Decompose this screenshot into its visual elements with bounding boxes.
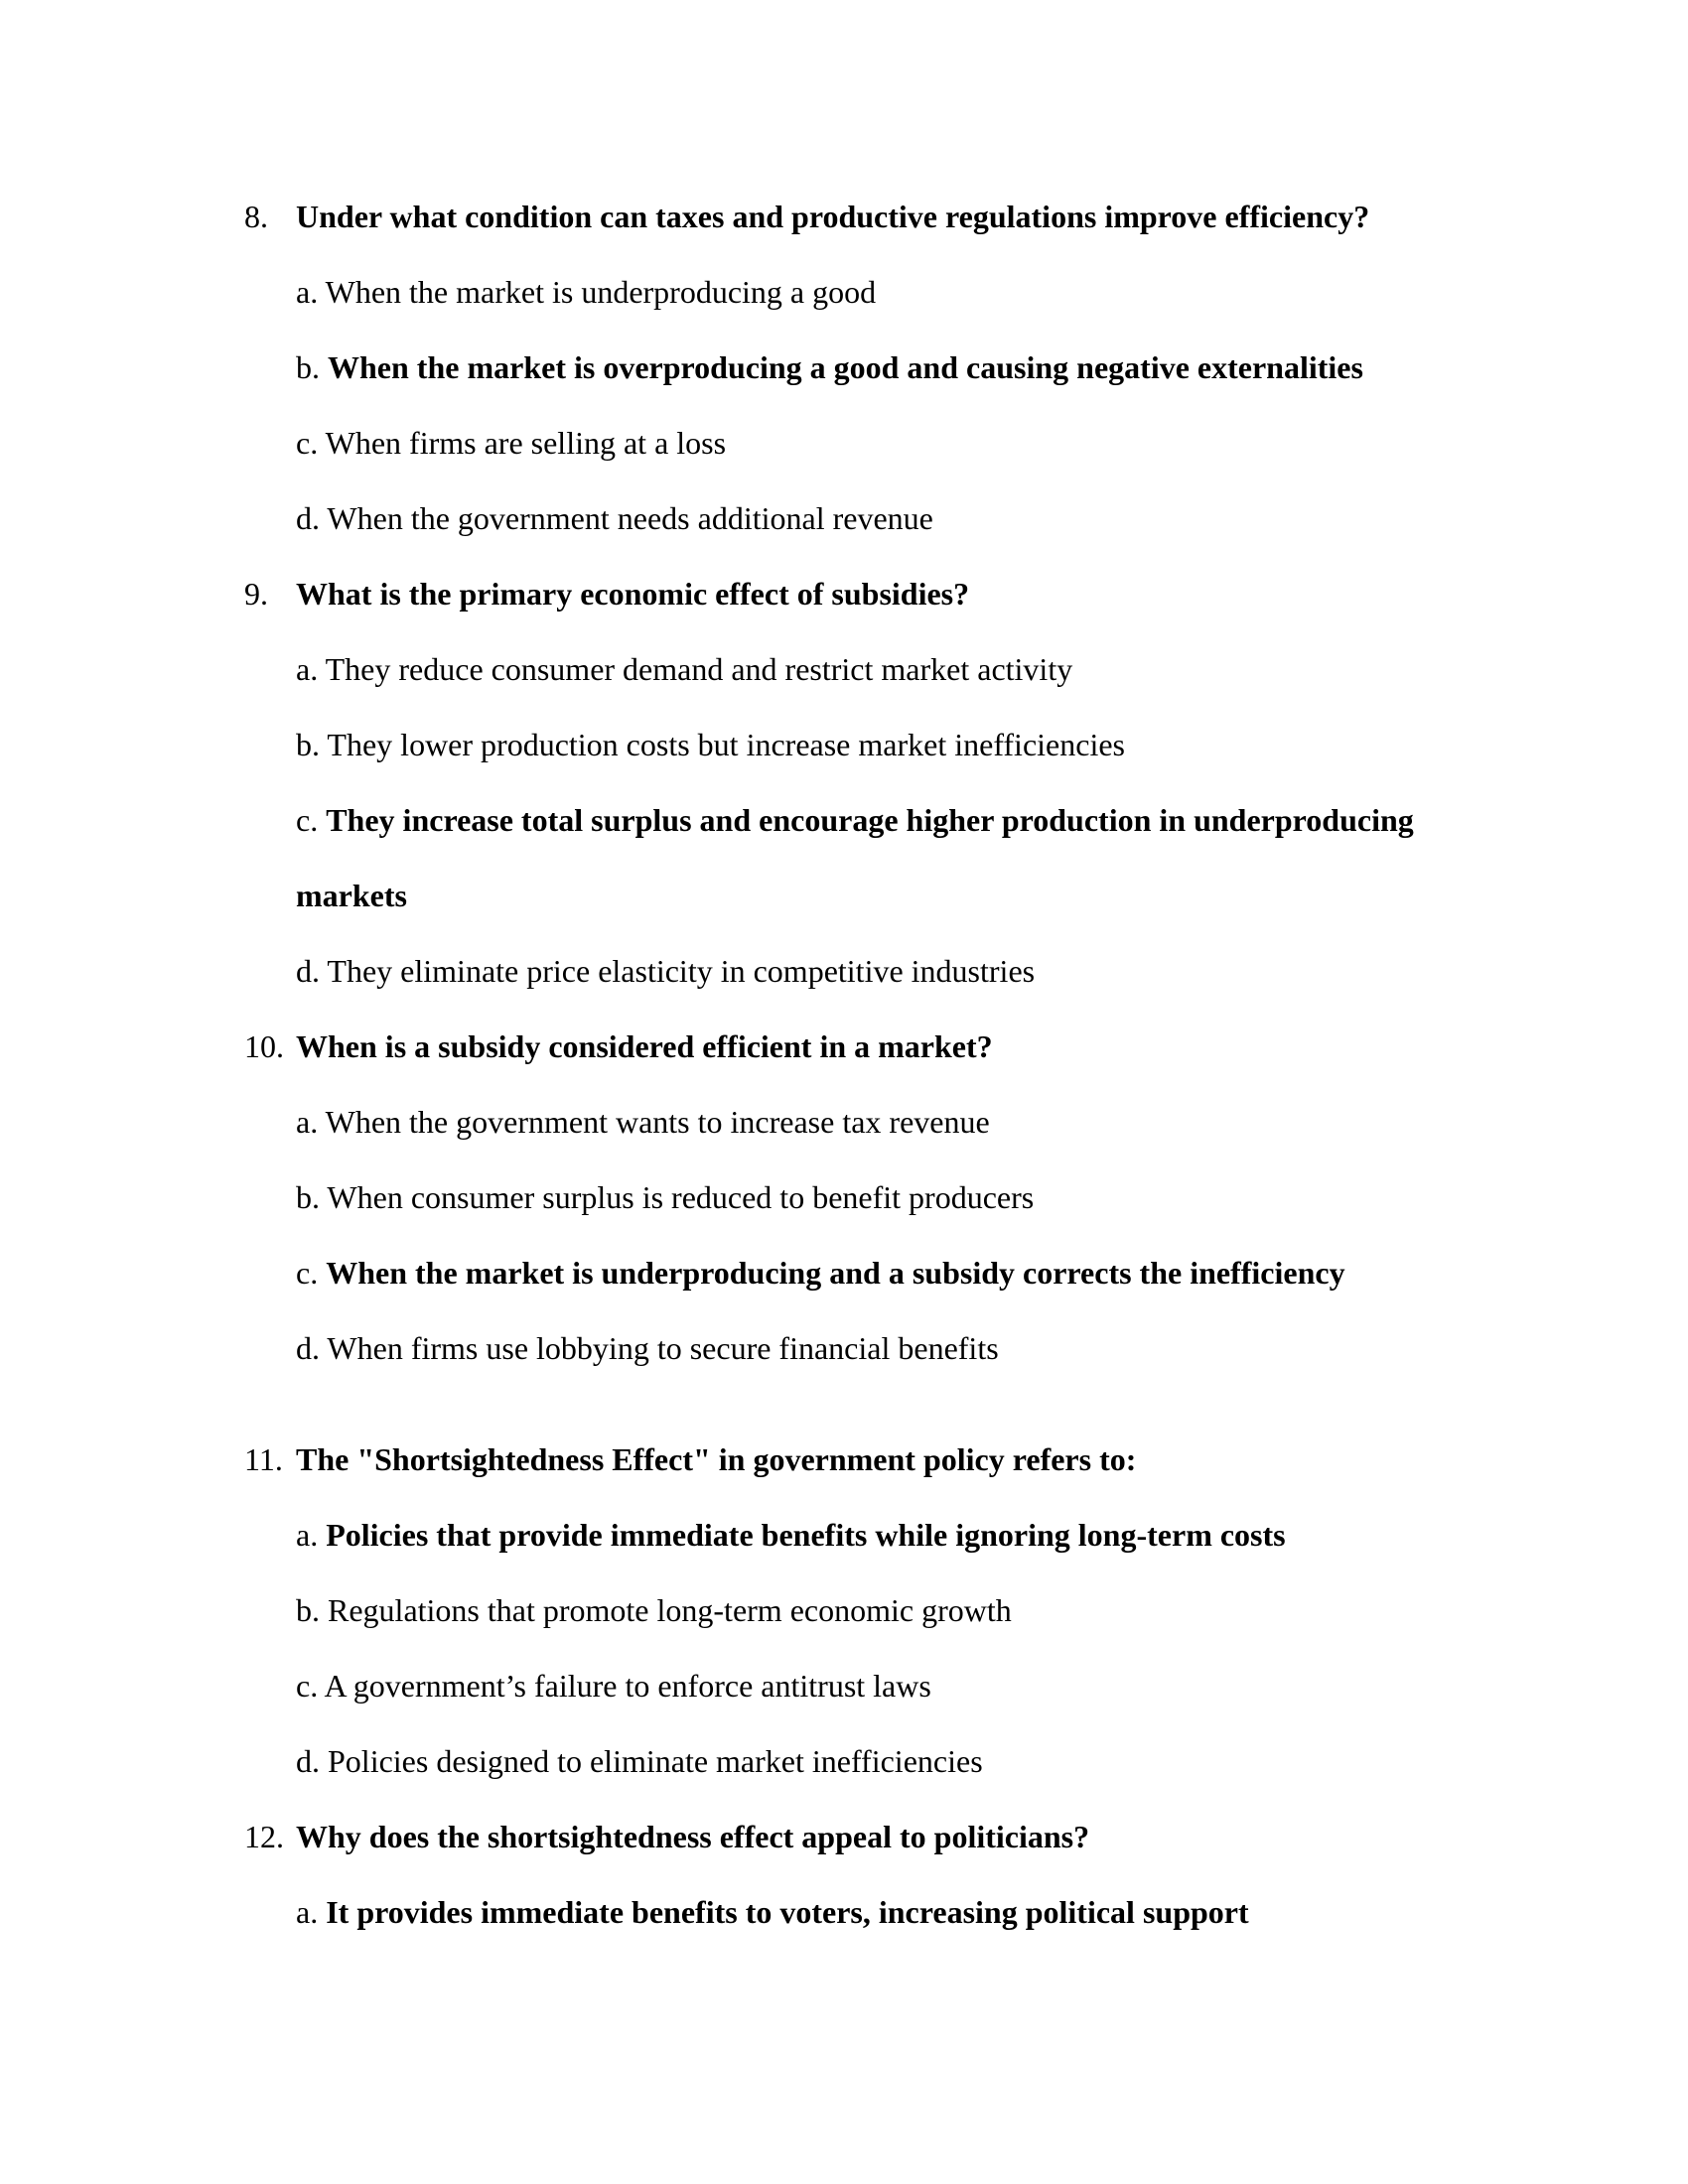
question-text: Why does the shortsightedness effect appeal to politicians? (296, 1819, 1090, 1854)
option-letter: d. (296, 1743, 320, 1779)
option-text: Policies that provide immediate benefits while ignoring long-term costs (326, 1517, 1286, 1553)
option-text: When the market is underproducing and a subsidy corrects the inefficiency (326, 1255, 1345, 1291)
question-text: What is the primary economic effect of subsidies? (296, 576, 970, 612)
option-c (296, 423, 726, 463)
option-b (296, 725, 1125, 764)
option-letter: a. (296, 651, 319, 687)
option-text: When the government needs additional revenue (327, 500, 933, 536)
option-b (296, 1177, 1034, 1217)
option-a (296, 1102, 990, 1142)
question-number: 11. (244, 1441, 283, 1477)
question-number: 12. (244, 1819, 284, 1854)
option-text: It provides immediate benefits to voters, increasing political support (326, 1894, 1249, 1930)
option-letter: c. (296, 802, 319, 838)
option-d (296, 498, 933, 538)
option-letter: b. (296, 1179, 320, 1215)
option-text: When consumer surplus is reduced to benefit producers (327, 1179, 1035, 1215)
option-letter: d. (296, 500, 320, 536)
option-a (296, 272, 876, 312)
question-text: When is a subsidy considered efficient in a market? (296, 1028, 993, 1064)
option-c-correct (296, 1253, 1345, 1293)
option-text: When firms are selling at a loss (325, 425, 727, 461)
option-text: Regulations that promote long-term economic growth (328, 1592, 1012, 1628)
option-text: When firms use lobbying to secure financial benefits (327, 1330, 999, 1366)
option-c-continuation: markets (296, 878, 407, 913)
option-text: They reduce consumer demand and restrict market activity (325, 651, 1073, 687)
option-d (296, 1741, 983, 1781)
question-number: 10. (244, 1028, 284, 1064)
option-d (296, 1328, 999, 1368)
option-letter: c. (296, 425, 319, 461)
option-b (296, 1590, 1012, 1630)
option-letter: b. (296, 1592, 320, 1628)
option-b-correct (296, 347, 1363, 387)
option-text: They lower production costs but increase market inefficiencies (327, 727, 1125, 762)
option-text: When the government wants to increase tax revenue (325, 1104, 990, 1140)
option-letter: a. (296, 274, 319, 310)
option-a (296, 649, 1072, 689)
option-letter: c. (296, 1255, 319, 1291)
option-letter: d. (296, 953, 320, 989)
option-text: When the market is overproducing a good and causing negative externalities (328, 349, 1363, 385)
option-letter: a. (296, 1104, 319, 1140)
option-c (296, 1666, 931, 1706)
option-letter: d. (296, 1330, 320, 1366)
option-letter: c. (296, 1668, 319, 1704)
question-text: The "Shortsightedness Effect" in government policy refers to: (296, 1441, 1137, 1477)
option-a-correct (296, 1892, 1249, 1932)
question-number: 8. (244, 199, 268, 234)
option-text: Policies designed to eliminate market inefficiencies (328, 1743, 983, 1779)
option-a-correct (296, 1515, 1286, 1555)
option-d (296, 951, 1035, 991)
option-text: When the market is underproducing a good (325, 274, 877, 310)
option-text: A government’s failure to enforce antitrust laws (324, 1668, 931, 1704)
option-letter: a. (296, 1517, 319, 1553)
question-text: Under what condition can taxes and productive regulations improve efficiency? (296, 199, 1370, 234)
option-text: They eliminate price elasticity in competitive industries (327, 953, 1036, 989)
question-number: 9. (244, 576, 268, 612)
option-text: They increase total surplus and encourage higher production in underproducing (326, 802, 1414, 838)
option-letter: b. (296, 349, 320, 385)
option-letter: b. (296, 727, 320, 762)
option-c-correct (296, 800, 1414, 840)
option-letter: a. (296, 1894, 319, 1930)
